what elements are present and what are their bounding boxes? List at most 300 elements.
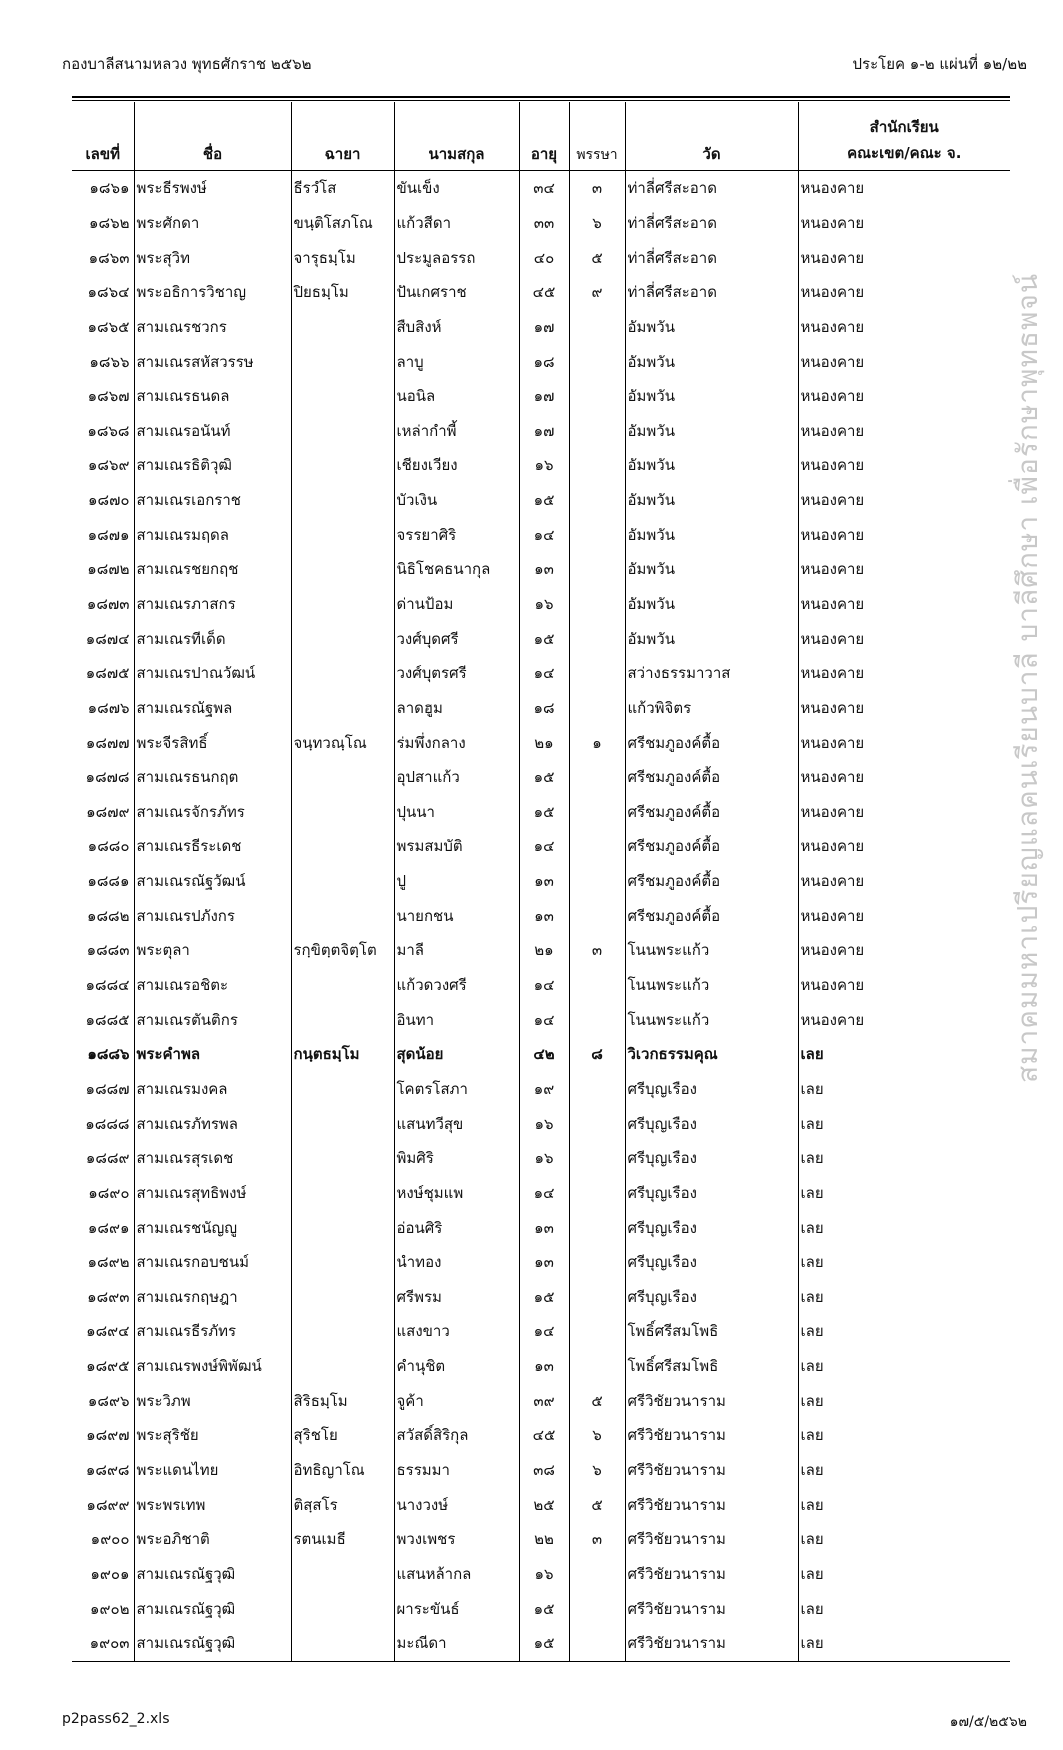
cell-name: พระพรเทพ bbox=[134, 1487, 291, 1522]
cell-alias: อิทธิญาโณ bbox=[291, 1453, 394, 1488]
cell-no: ๑๘๗๕ bbox=[85, 664, 130, 683]
table-row bbox=[72, 1314, 1010, 1349]
cell-no: ๑๙๐๑ bbox=[90, 1564, 130, 1583]
cell-no: ๑๘๙๐ bbox=[88, 1183, 130, 1202]
cell-name: สามเณรปาณวัฒน์ bbox=[134, 656, 291, 691]
cell-alias: สิริธมฺโม bbox=[291, 1383, 394, 1418]
cell-temple: ศรีชมภูองค์ตื้อ bbox=[625, 725, 798, 760]
cell-office: หนองคาย bbox=[798, 344, 1010, 379]
cell-vassa: ๘ bbox=[569, 1037, 625, 1072]
cell-alias bbox=[291, 1626, 394, 1661]
cell-temple: ศรีวิชัยวนาราม bbox=[625, 1383, 798, 1418]
cell-name: พระธีรพงษ์ bbox=[134, 171, 291, 206]
cell-surname: นายกชน bbox=[394, 898, 519, 933]
cell-surname: เหล่ากำพี้ bbox=[394, 413, 519, 448]
cell-surname: หงษ์ชุมแพ bbox=[394, 1176, 519, 1211]
cell-no: ๑๘๖๙ bbox=[87, 456, 130, 475]
cell-no: ๑๘๙๘ bbox=[85, 1461, 130, 1480]
table-row bbox=[72, 344, 1010, 379]
cell-office: เลย bbox=[798, 1591, 1010, 1626]
cell-name: สามเณรชยกฤช bbox=[134, 552, 291, 587]
cell-surname: เชียงเวียง bbox=[394, 448, 519, 483]
cell-alias bbox=[291, 1002, 394, 1037]
cell-age: ๑๖ bbox=[519, 587, 569, 622]
cell-temple: ศรีวิชัยวนาราม bbox=[625, 1626, 798, 1661]
cell-age: ๑๘ bbox=[519, 344, 569, 379]
cell-no: ๑๘๗๖ bbox=[87, 698, 130, 717]
cell-alias bbox=[291, 517, 394, 552]
watermark-text: สมาคมมหาเปรียญแลคนเรียนบาลี บาลีศึกษา เพื่อรักษาพุทธพจน์ bbox=[1011, 273, 1044, 1084]
table-row bbox=[72, 1072, 1010, 1107]
cell-vassa bbox=[569, 517, 625, 552]
col-office-header-bottom: คณะเขต/คณะ จ. bbox=[847, 144, 962, 162]
cell-office: เลย bbox=[798, 1314, 1010, 1349]
cell-temple: ศรีชมภูองค์ตื้อ bbox=[625, 760, 798, 795]
cell-age: ๓๓ bbox=[519, 206, 569, 241]
cell-temple: โนนพระแก้ว bbox=[625, 1002, 798, 1037]
cell-surname: แก้วสีดา bbox=[394, 206, 519, 241]
cell-name: สามเณรชนัญญู bbox=[134, 1210, 291, 1245]
cell-name: สามเณรณัฐวุฒิ bbox=[134, 1626, 291, 1661]
cell-office: หนองคาย bbox=[798, 517, 1010, 552]
cell-alias: ขนฺติโสภโณ bbox=[291, 206, 394, 241]
cell-office: เลย bbox=[798, 1383, 1010, 1418]
col-age-header: อายุ bbox=[519, 102, 569, 171]
cell-surname: แสนหล้ากล bbox=[394, 1557, 519, 1592]
cell-alias bbox=[291, 760, 394, 795]
cell-age: ๑๗ bbox=[519, 379, 569, 414]
cell-age: ๑๔ bbox=[519, 1002, 569, 1037]
cell-temple: อัมพวัน bbox=[625, 621, 798, 656]
cell-vassa bbox=[569, 1106, 625, 1141]
cell-alias bbox=[291, 968, 394, 1003]
cell-vassa: ๓ bbox=[569, 933, 625, 968]
cell-name: สามเณรภาสกร bbox=[134, 587, 291, 622]
cell-surname: วงศ์บุตรศรี bbox=[394, 656, 519, 691]
cell-name: พระศักดา bbox=[134, 206, 291, 241]
cell-no: ๑๘๘๔ bbox=[85, 976, 130, 995]
cell-name: พระสุวิท bbox=[134, 240, 291, 275]
cell-no: ๑๙๐๒ bbox=[89, 1599, 130, 1618]
cell-alias bbox=[291, 1591, 394, 1626]
cell-vassa bbox=[569, 968, 625, 1003]
cell-temple: ศรีบุญเรือง bbox=[625, 1106, 798, 1141]
cell-alias: กนฺตธมฺโม bbox=[291, 1037, 394, 1072]
cell-alias bbox=[291, 898, 394, 933]
cell-surname: สวัสดิ์สิริกุล bbox=[394, 1418, 519, 1453]
cell-office: หนองคาย bbox=[798, 864, 1010, 899]
cell-no: ๑๘๖๑ bbox=[89, 179, 130, 198]
cell-temple: โพธิ์ศรีสมโพธิ bbox=[625, 1314, 798, 1349]
cell-vassa bbox=[569, 691, 625, 726]
table-row bbox=[72, 1626, 1010, 1661]
cell-office: หนองคาย bbox=[798, 413, 1010, 448]
cell-vassa bbox=[569, 1245, 625, 1280]
table-row bbox=[72, 413, 1010, 448]
cell-surname: ศรีพรม bbox=[394, 1280, 519, 1315]
cell-vassa: ๓ bbox=[569, 171, 625, 206]
cell-surname: มะณีดา bbox=[394, 1626, 519, 1661]
cell-alias bbox=[291, 864, 394, 899]
cell-name: สามเณรกฤษฎา bbox=[134, 1280, 291, 1315]
cell-vassa bbox=[569, 1280, 625, 1315]
cell-age: ๑๔ bbox=[519, 517, 569, 552]
cell-no: ๑๘๘๑ bbox=[87, 872, 130, 891]
table-row bbox=[72, 1349, 1010, 1384]
cell-age: ๑๗ bbox=[519, 310, 569, 345]
cell-surname: พรมสมบัติ bbox=[394, 829, 519, 864]
cell-temple: ศรีชมภูองค์ตื้อ bbox=[625, 795, 798, 830]
cell-office: เลย bbox=[798, 1037, 1010, 1072]
cell-surname: ปุนนา bbox=[394, 795, 519, 830]
cell-alias bbox=[291, 344, 394, 379]
table-row bbox=[72, 1210, 1010, 1245]
cell-surname: ปันเกศราช bbox=[394, 275, 519, 310]
cell-alias bbox=[291, 552, 394, 587]
cell-surname: ลาบู bbox=[394, 344, 519, 379]
cell-age: ๑๕ bbox=[519, 483, 569, 518]
col-temple-header: วัด bbox=[625, 102, 798, 171]
cell-alias bbox=[291, 1280, 394, 1315]
table-row bbox=[72, 1487, 1010, 1522]
cell-vassa: ๖ bbox=[569, 1418, 625, 1453]
cell-age: ๑๖ bbox=[519, 448, 569, 483]
cell-name: สามเณรปภังกร bbox=[134, 898, 291, 933]
cell-temple: ศรีบุญเรือง bbox=[625, 1245, 798, 1280]
cell-temple: อัมพวัน bbox=[625, 379, 798, 414]
cell-surname: โคตรโสภา bbox=[394, 1072, 519, 1107]
cell-age: ๑๔ bbox=[519, 1176, 569, 1211]
cell-name: สามเณรมฤดล bbox=[134, 517, 291, 552]
cell-surname: นางวงษ์ bbox=[394, 1487, 519, 1522]
table-row bbox=[72, 691, 1010, 726]
cell-name: สามเณรอนันท์ bbox=[134, 413, 291, 448]
cell-vassa: ๕ bbox=[569, 1383, 625, 1418]
cell-surname: แก้วดวงศรี bbox=[394, 968, 519, 1003]
cell-no: ๑๘๘๕ bbox=[85, 1010, 130, 1029]
cell-age: ๑๙ bbox=[519, 1072, 569, 1107]
cell-vassa bbox=[569, 379, 625, 414]
cell-alias: ติสฺสโร bbox=[291, 1487, 394, 1522]
cell-no: ๑๘๖๖ bbox=[89, 352, 130, 371]
cell-no: ๑๘๙๔ bbox=[86, 1322, 130, 1341]
cell-temple: ศรีบุญเรือง bbox=[625, 1141, 798, 1176]
cell-alias bbox=[291, 1176, 394, 1211]
cell-temple: ศรีวิชัยวนาราม bbox=[625, 1557, 798, 1592]
cell-age: ๑๕ bbox=[519, 795, 569, 830]
cell-temple: ศรีบุญเรือง bbox=[625, 1176, 798, 1211]
cell-vassa bbox=[569, 864, 625, 899]
cell-office: หนองคาย bbox=[798, 552, 1010, 587]
cell-name: สามเณรณัฐวุฒิ bbox=[134, 1557, 291, 1592]
cell-alias bbox=[291, 448, 394, 483]
cell-vassa bbox=[569, 1176, 625, 1211]
cell-surname: สุดน้อย bbox=[394, 1037, 519, 1072]
cell-temple: ศรีวิชัยวนาราม bbox=[625, 1522, 798, 1557]
col-office-header bbox=[798, 102, 1010, 171]
cell-vassa bbox=[569, 1002, 625, 1037]
cell-office: เลย bbox=[798, 1072, 1010, 1107]
cell-alias bbox=[291, 621, 394, 656]
cell-alias: จนฺทวณฺโณ bbox=[291, 725, 394, 760]
cell-surname: แสนทวีสุข bbox=[394, 1106, 519, 1141]
cell-alias bbox=[291, 379, 394, 414]
cell-temple: อัมพวัน bbox=[625, 587, 798, 622]
cell-vassa bbox=[569, 656, 625, 691]
cell-surname: มาลี bbox=[394, 933, 519, 968]
cell-age: ๑๕ bbox=[519, 1280, 569, 1315]
cell-age: ๑๔ bbox=[519, 1314, 569, 1349]
header-row bbox=[72, 102, 1010, 171]
cell-name: สามเณรเอกราช bbox=[134, 483, 291, 518]
cell-age: ๑๗ bbox=[519, 413, 569, 448]
cell-vassa bbox=[569, 1141, 625, 1176]
cell-vassa bbox=[569, 1210, 625, 1245]
cell-name: พระสุริชัย bbox=[134, 1418, 291, 1453]
cell-office: หนองคาย bbox=[798, 656, 1010, 691]
cell-alias bbox=[291, 795, 394, 830]
cell-alias bbox=[291, 691, 394, 726]
cell-age: ๑๓ bbox=[519, 1210, 569, 1245]
cell-name: สามเณรจักรภัทร bbox=[134, 795, 291, 830]
cell-surname: ประมูลอรรถ bbox=[394, 240, 519, 275]
cell-age: ๑๓ bbox=[519, 898, 569, 933]
cell-name: สามเณรกอบชนม์ bbox=[134, 1245, 291, 1280]
cell-surname: พิมศิริ bbox=[394, 1141, 519, 1176]
table-row bbox=[72, 1245, 1010, 1280]
cell-name: สามเณรธีระเดช bbox=[134, 829, 291, 864]
cell-surname: สืบสิงห์ bbox=[394, 310, 519, 345]
cell-temple: สว่างธรรมาวาส bbox=[625, 656, 798, 691]
table-row bbox=[72, 1141, 1010, 1176]
cell-vassa: ๙ bbox=[569, 275, 625, 310]
cell-temple: วิเวกธรรมคุณ bbox=[625, 1037, 798, 1072]
table-row bbox=[72, 1557, 1010, 1592]
cell-no: ๑๘๘๘ bbox=[85, 1114, 130, 1133]
cell-age: ๑๕ bbox=[519, 760, 569, 795]
cell-age: ๒๕ bbox=[519, 1487, 569, 1522]
cell-temple: โนนพระแก้ว bbox=[625, 968, 798, 1003]
cell-age: ๑๔ bbox=[519, 968, 569, 1003]
table-row bbox=[72, 795, 1010, 830]
cell-age: ๔๕ bbox=[519, 1418, 569, 1453]
cell-age: ๔๒ bbox=[519, 1037, 569, 1072]
table-row bbox=[72, 656, 1010, 691]
cell-age: ๑๓ bbox=[519, 552, 569, 587]
cell-office: เลย bbox=[798, 1210, 1010, 1245]
cell-name: สามเณรมงคล bbox=[134, 1072, 291, 1107]
cell-no: ๑๘๙๓ bbox=[87, 1287, 130, 1306]
col-surname-header: นามสกุล bbox=[394, 102, 519, 171]
cell-office: หนองคาย bbox=[798, 691, 1010, 726]
cell-temple: แก้วพิจิตร bbox=[625, 691, 798, 726]
table-row bbox=[72, 587, 1010, 622]
cell-name: สามเณรธีรภัทร bbox=[134, 1314, 291, 1349]
cell-no: ๑๙๐๐ bbox=[90, 1530, 130, 1549]
table-row bbox=[72, 240, 1010, 275]
cell-age: ๑๔ bbox=[519, 656, 569, 691]
cell-vassa: ๖ bbox=[569, 206, 625, 241]
cell-surname: ธรรมมา bbox=[394, 1453, 519, 1488]
cell-no: ๑๘๗๑ bbox=[87, 525, 130, 544]
table-row bbox=[72, 552, 1010, 587]
cell-age: ๑๘ bbox=[519, 691, 569, 726]
cell-alias bbox=[291, 483, 394, 518]
cell-name: พระอธิการวิชาญ bbox=[134, 275, 291, 310]
cell-no: ๑๘๖๘ bbox=[87, 421, 130, 440]
cell-alias: รกฺขิตฺตจิตฺโต bbox=[291, 933, 394, 968]
cell-alias bbox=[291, 1106, 394, 1141]
col-vassa-header: พรรษา bbox=[569, 102, 625, 171]
cell-no: ๑๘๙๒ bbox=[87, 1253, 130, 1272]
cell-office: หนองคาย bbox=[798, 968, 1010, 1003]
cell-no: ๑๘๙๙ bbox=[86, 1495, 130, 1514]
cell-age: ๓๘ bbox=[519, 1453, 569, 1488]
table-row bbox=[72, 310, 1010, 345]
cell-no: ๑๘๖๗ bbox=[87, 387, 130, 406]
table-row bbox=[72, 517, 1010, 552]
cell-temple: ท่าลี่ศรีสะอาด bbox=[625, 275, 798, 310]
cell-office: หนองคาย bbox=[798, 171, 1010, 206]
cell-age: ๑๓ bbox=[519, 864, 569, 899]
cell-no: ๑๘๖๕ bbox=[87, 317, 130, 336]
cell-surname: อินทา bbox=[394, 1002, 519, 1037]
col-name-header: ชื่อ bbox=[134, 102, 291, 171]
cell-office: หนองคาย bbox=[798, 448, 1010, 483]
cell-vassa bbox=[569, 413, 625, 448]
roster-table bbox=[72, 102, 1010, 1662]
col-no-header: เลขที่ bbox=[72, 102, 134, 171]
cell-surname: นำทอง bbox=[394, 1245, 519, 1280]
cell-office: หนองคาย bbox=[798, 240, 1010, 275]
cell-office: เลย bbox=[798, 1626, 1010, 1661]
cell-no: ๑๘๗๓ bbox=[86, 595, 130, 613]
cell-vassa bbox=[569, 1557, 625, 1592]
cell-alias bbox=[291, 1314, 394, 1349]
cell-temple: ศรีชมภูองค์ตื้อ bbox=[625, 864, 798, 899]
cell-name: สามเณรณัฐวัฒน์ bbox=[134, 864, 291, 899]
cell-office: เลย bbox=[798, 1280, 1010, 1315]
cell-age: ๑๕ bbox=[519, 621, 569, 656]
cell-temple: ศรีวิชัยวนาราม bbox=[625, 1591, 798, 1626]
cell-name: พระจีรสิทธิ์ bbox=[134, 725, 291, 760]
table-row bbox=[72, 448, 1010, 483]
cell-office: หนองคาย bbox=[798, 206, 1010, 241]
cell-age: ๒๒ bbox=[519, 1522, 569, 1557]
cell-age: ๔๐ bbox=[519, 240, 569, 275]
cell-vassa bbox=[569, 344, 625, 379]
table-row bbox=[72, 621, 1010, 656]
cell-temple: ศรีวิชัยวนาราม bbox=[625, 1453, 798, 1488]
cell-alias: รตนเมธี bbox=[291, 1522, 394, 1557]
cell-alias bbox=[291, 1141, 394, 1176]
cell-office: หนองคาย bbox=[798, 725, 1010, 760]
table-row bbox=[72, 1418, 1010, 1453]
cell-office: หนองคาย bbox=[798, 795, 1010, 830]
table-row bbox=[72, 864, 1010, 899]
cell-name: สามเณรพงษ์พิพัฒน์ bbox=[134, 1349, 291, 1384]
cell-office: หนองคาย bbox=[798, 379, 1010, 414]
cell-name: สามเณรสุรเดช bbox=[134, 1141, 291, 1176]
col-office-header-top: สำนักเรียน bbox=[869, 118, 939, 136]
cell-office: หนองคาย bbox=[798, 621, 1010, 656]
cell-temple: อัมพวัน bbox=[625, 310, 798, 345]
table-row bbox=[72, 275, 1010, 310]
table-row bbox=[72, 1522, 1010, 1557]
cell-alias bbox=[291, 1072, 394, 1107]
cell-office: เลย bbox=[798, 1176, 1010, 1211]
cell-vassa bbox=[569, 795, 625, 830]
cell-surname: คำนุชิต bbox=[394, 1349, 519, 1384]
header-right-text: ประโยค ๑-๒ แผ่นที่ ๑๒/๒๒ bbox=[852, 55, 1027, 73]
cell-surname: นอนิล bbox=[394, 379, 519, 414]
cell-office: หนองคาย bbox=[798, 760, 1010, 795]
table-row bbox=[72, 379, 1010, 414]
cell-office: หนองคาย bbox=[798, 933, 1010, 968]
cell-vassa bbox=[569, 1072, 625, 1107]
table-row bbox=[72, 725, 1010, 760]
cell-age: ๔๕ bbox=[519, 275, 569, 310]
cell-vassa: ๕ bbox=[569, 1487, 625, 1522]
cell-no: ๑๘๘๒ bbox=[86, 906, 130, 925]
cell-alias: ธีรวํโส bbox=[291, 171, 394, 206]
cell-office: หนองคาย bbox=[798, 310, 1010, 345]
table-row bbox=[72, 829, 1010, 864]
cell-temple: ศรีบุญเรือง bbox=[625, 1210, 798, 1245]
cell-name: สามเณรธนกฤต bbox=[134, 760, 291, 795]
cell-age: ๑๓ bbox=[519, 1245, 569, 1280]
cell-temple: ท่าลี่ศรีสะอาด bbox=[625, 206, 798, 241]
table-row bbox=[72, 206, 1010, 241]
cell-office: เลย bbox=[798, 1418, 1010, 1453]
cell-office: หนองคาย bbox=[798, 587, 1010, 622]
table-row bbox=[72, 760, 1010, 795]
cell-vassa: ๑ bbox=[569, 725, 625, 760]
cell-no: ๑๘๗๐ bbox=[87, 491, 130, 510]
cell-name: พระตุลา bbox=[134, 933, 291, 968]
cell-name: พระแดนไทย bbox=[134, 1453, 291, 1488]
cell-temple: โพธิ์ศรีสมโพธิ bbox=[625, 1349, 798, 1384]
cell-temple: อัมพวัน bbox=[625, 483, 798, 518]
cell-age: ๑๓ bbox=[519, 1349, 569, 1384]
cell-name: สามเณรตันติกร bbox=[134, 1002, 291, 1037]
cell-no: ๑๘๘๐ bbox=[87, 837, 130, 856]
cell-office: หนองคาย bbox=[798, 1002, 1010, 1037]
cell-name: สามเณรสุทธิพงษ์ bbox=[134, 1176, 291, 1211]
cell-no: ๑๘๗๔ bbox=[85, 629, 130, 648]
cell-name: พระวิภพ bbox=[134, 1383, 291, 1418]
cell-vassa bbox=[569, 552, 625, 587]
cell-temple: อัมพวัน bbox=[625, 552, 798, 587]
cell-no: ๑๙๐๓ bbox=[72, 1626, 134, 1661]
cell-alias bbox=[291, 656, 394, 691]
cell-temple: โนนพระแก้ว bbox=[625, 933, 798, 968]
cell-vassa: ๖ bbox=[569, 1453, 625, 1488]
cell-name: สามเณรณัฐวุฒิ bbox=[134, 1591, 291, 1626]
cell-name: สามเณรชวกร bbox=[134, 310, 291, 345]
cell-name: สามเณรทีเด็ด bbox=[134, 621, 291, 656]
cell-temple: ศรีวิชัยวนาราม bbox=[625, 1487, 798, 1522]
cell-surname: ขันเข็ง bbox=[394, 171, 519, 206]
roster-body bbox=[72, 171, 1010, 1662]
cell-surname: บัวเงิน bbox=[394, 483, 519, 518]
table-row bbox=[72, 1002, 1010, 1037]
cell-no: ๑๘๙๖ bbox=[87, 1391, 130, 1410]
cell-vassa bbox=[569, 310, 625, 345]
top-rule bbox=[72, 96, 1010, 98]
table-row bbox=[72, 1383, 1010, 1418]
table-row bbox=[72, 968, 1010, 1003]
